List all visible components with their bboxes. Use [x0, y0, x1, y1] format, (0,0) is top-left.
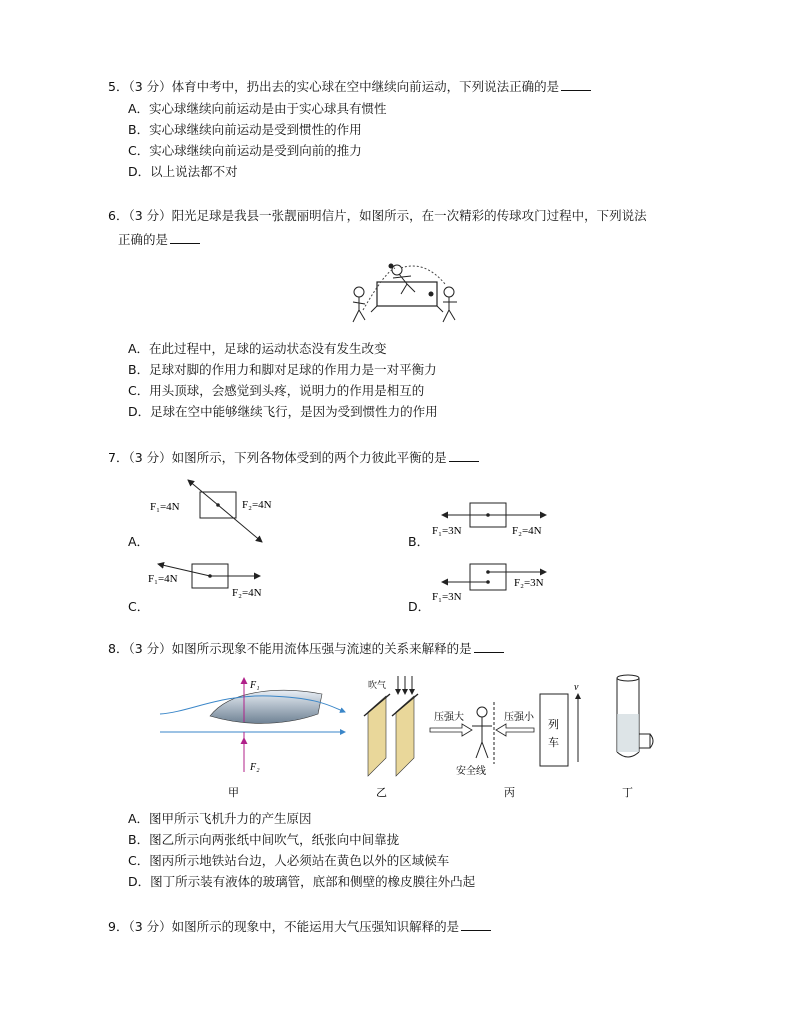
q6-option-b[interactable]: B．足球对脚的作用力和脚对足球的作用力是一对平衡力: [128, 362, 437, 377]
train-label-1: 列: [548, 719, 559, 731]
fig-label-yi: 乙: [376, 787, 387, 799]
q7-option-c[interactable]: C．: [128, 599, 150, 614]
high-pressure-label: 压强大: [434, 712, 464, 723]
force-label-f2: F₂=4N: [512, 525, 542, 537]
q8-option-b[interactable]: B．图乙所示向两张纸中间吹气，纸张向中间靠拢: [128, 832, 400, 847]
q5-option-c[interactable]: C．实心球继续向前运动是受到向前的推力: [128, 143, 362, 158]
q7-figure-b: [428, 497, 558, 542]
q6-option-d[interactable]: D．足球在空中能够继续飞行，是因为受到惯性力的作用: [128, 404, 438, 419]
q6-option-a[interactable]: A．在此过程中，足球的运动状态没有发生改变: [128, 341, 387, 356]
q7-option-d[interactable]: D．: [408, 599, 431, 614]
q5-stem: 5．（3 分）体育中考中，扔出去的实心球在空中继续向前运动，下列说法正确的是: [108, 76, 591, 98]
answer-blank[interactable]: [170, 231, 200, 244]
force-label-f2: F₂=3N: [514, 577, 544, 589]
q8-stem: 8．（3 分）如图所示现象不能用流体压强与流速的关系来解释的是: [108, 638, 504, 660]
velocity-label: v: [574, 682, 579, 693]
force-label-f2: F₂=4N: [232, 587, 262, 599]
q5-option-a[interactable]: A．实心球继续向前运动是由于实心球具有惯性: [128, 101, 387, 116]
answer-blank[interactable]: [561, 78, 591, 91]
q8-figure: [150, 672, 670, 802]
q7-figure-a: [150, 478, 280, 548]
force-label-f1: F₁=3N: [432, 591, 462, 603]
q7-option-a[interactable]: A．: [128, 534, 150, 549]
q6-stem: 6．（3 分）阳光足球是我县一张靓丽明信片，如图所示，在一次精彩的传球攻门过程中，下列说法: [108, 208, 647, 223]
q8-option-c[interactable]: C．图丙所示地铁站台边，人必须站在黄色以外的区域候车: [128, 853, 450, 868]
fig-label-bing: 丙: [504, 787, 515, 799]
safety-line-label: 安全线: [456, 766, 486, 777]
fig-label-jia: 甲: [228, 787, 239, 799]
soccer-figure: [345, 262, 470, 330]
blow-label: 吹气: [368, 680, 387, 690]
answer-blank[interactable]: [449, 449, 479, 462]
fig-label-ding: 丁: [622, 787, 633, 799]
q8-option-a[interactable]: A．图甲所示飞机升力的产生原因: [128, 811, 312, 826]
q6-option-c[interactable]: C．用头顶球，会感觉到头疼，说明力的作用是相互的: [128, 383, 425, 398]
force-label-f1: F₁=4N: [150, 501, 180, 513]
q6-stem-line2: 正确的是: [118, 229, 200, 251]
force-label-f2: F₂: [250, 762, 260, 773]
q5-option-d[interactable]: D．以上说法都不对: [128, 164, 238, 179]
force-label-f2: F₂=4N: [242, 499, 272, 511]
q8-option-d[interactable]: D．图丁所示装有液体的玻璃管，底部和侧壁的橡皮膜往外凸起: [128, 874, 476, 889]
q5-option-b[interactable]: B．实心球继续向前运动是受到惯性的作用: [128, 122, 362, 137]
force-label-f1: F₁=4N: [148, 573, 178, 585]
q7-figure-d: [428, 560, 558, 605]
force-label-f1: F₁=3N: [432, 525, 462, 537]
q7-figure-c: [148, 558, 278, 603]
low-pressure-label: 压强小: [504, 712, 534, 723]
q7-stem: 7．（3 分）如图所示，下列各物体受到的两个力彼此平衡的是: [108, 447, 479, 469]
q9-stem: 9．（3 分）如图所示的现象中，不能运用大气压强知识解释的是: [108, 916, 491, 938]
train-label-2: 车: [548, 737, 559, 749]
q7-option-b[interactable]: B．: [408, 534, 430, 549]
answer-blank[interactable]: [474, 640, 504, 653]
force-label-f1: F₁: [250, 680, 260, 691]
answer-blank[interactable]: [461, 918, 491, 931]
